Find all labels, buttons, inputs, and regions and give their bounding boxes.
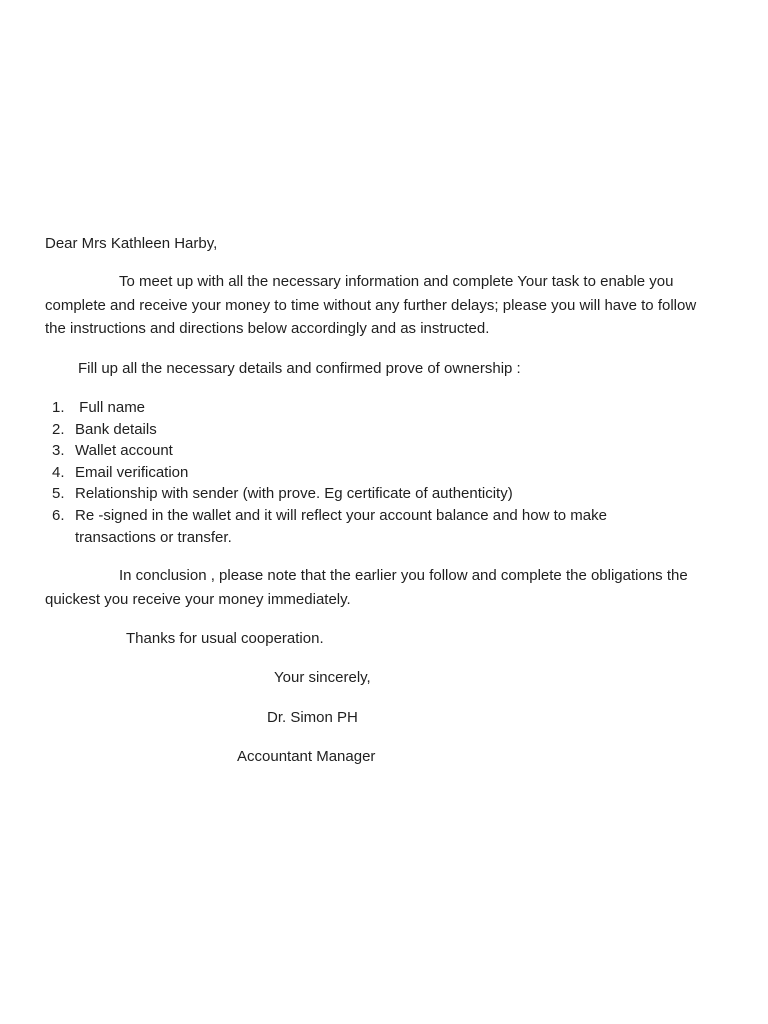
list-item-number: 5. <box>52 485 65 503</box>
list-item-number: 6. <box>52 506 65 524</box>
salutation: Dear Mrs Kathleen Harby, <box>45 235 218 252</box>
list-item-text: Email verification <box>75 463 189 481</box>
list-item-number: 4. <box>52 463 65 481</box>
requirements-list <box>45 397 685 548</box>
list-item-text: Re -signed in the wallet and it will reflect your account balance and how to make transactions or transfer. <box>75 506 607 546</box>
list-item-text: Full name <box>75 399 146 416</box>
list-item <box>45 483 685 505</box>
closing: Your sincerely, <box>274 669 371 686</box>
list-item-number: 1. <box>52 399 65 416</box>
signer-name: Dr. Simon PH <box>267 709 358 726</box>
list-item-text: Wallet account <box>75 442 173 460</box>
list-item <box>45 419 685 441</box>
list-intro: Fill up all the necessary details and confirmed prove of ownership : <box>78 360 521 377</box>
list-item <box>45 505 685 548</box>
list-item-text: Relationship with sender (with prove. Eg certificate of authenticity) <box>75 485 513 503</box>
list-item-text: Bank details <box>75 420 157 438</box>
list-item <box>45 462 685 484</box>
list-item <box>45 440 685 462</box>
intro-paragraph: To meet up with all the necessary information and complete Your task to enable you complete and receive your money to time without any further delays; please you will have to follow the instructions and directions below accordingly and as instructed. <box>45 273 697 337</box>
list-item <box>45 397 685 419</box>
list-item-number: 2. <box>52 420 65 438</box>
conclusion-paragraph: In conclusion , please note that the earlier you follow and complete the obligations the quickest you receive your money immediately. <box>45 567 688 608</box>
thanks-line: Thanks for usual cooperation. <box>126 630 324 647</box>
list-item-number: 3. <box>52 442 65 460</box>
signer-title: Accountant Manager <box>237 748 376 765</box>
